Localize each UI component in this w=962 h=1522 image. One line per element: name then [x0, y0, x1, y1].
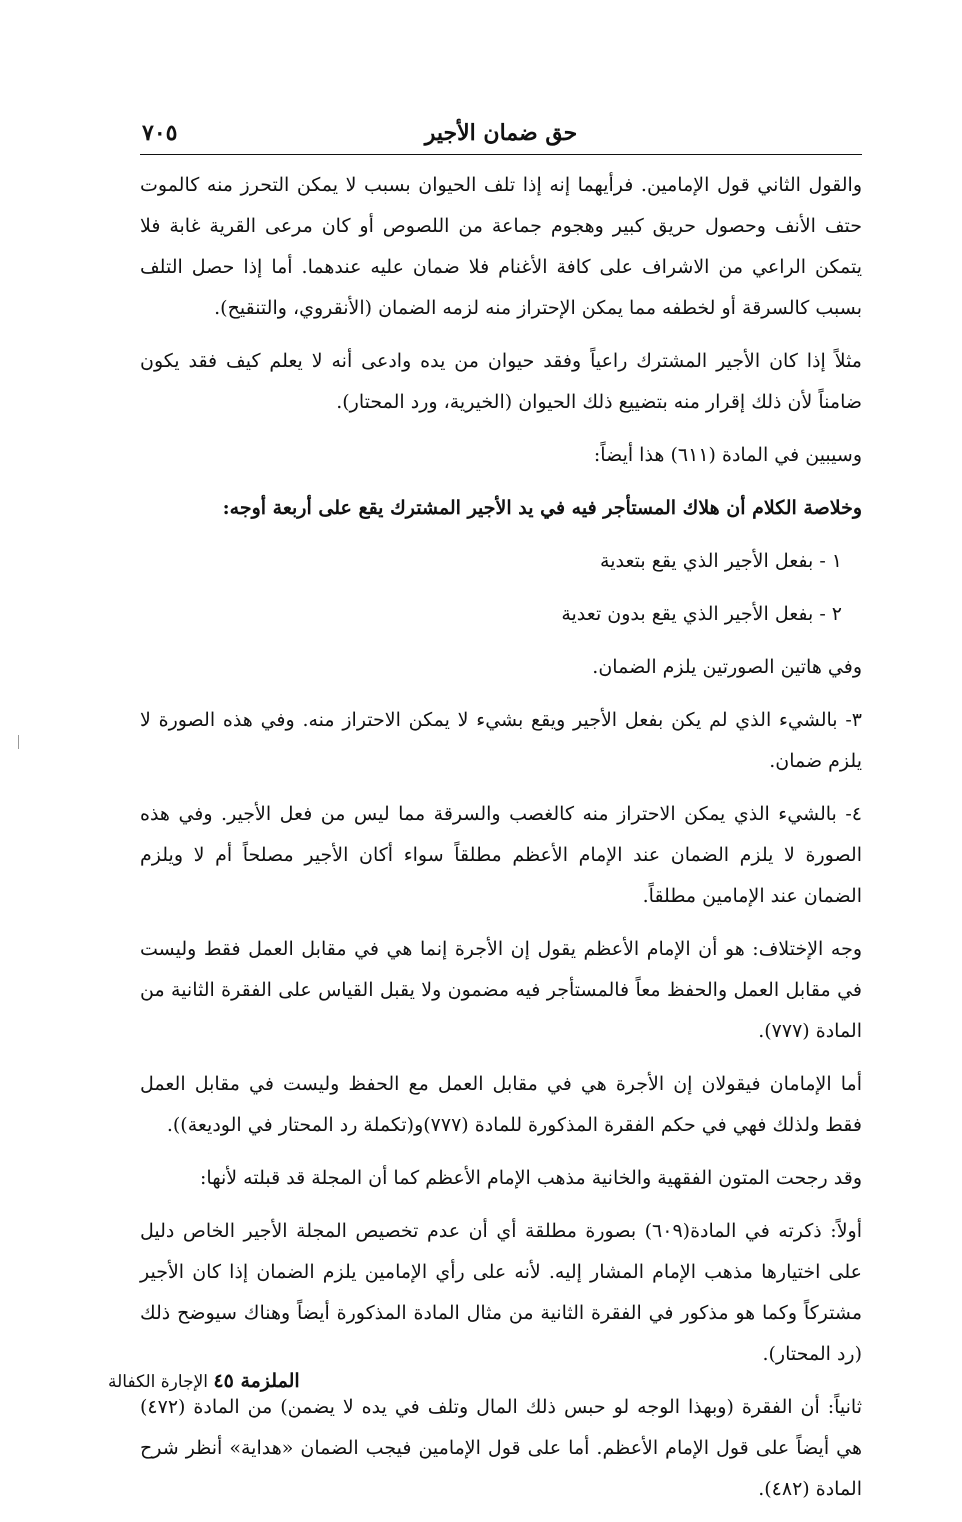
page-number: ٧٠٥ — [142, 120, 178, 146]
signature-label: الملزمة ٤٥ — [213, 1370, 300, 1392]
page-footer — [108, 1370, 300, 1392]
paragraph: أما الإمامان فيقولان إن الأجرة هي في مقابل العمل مع الحفظ وليست في مقابل العمل فقط ولذلك فهي في حكم الفقرة المذكورة للمادة (٧٧٧)و(تكملة رد المحتار في الوديعة)). — [140, 1073, 862, 1136]
paragraph: ٢ - بفعل الأجير الذي يقع بدون تعدية — [561, 603, 842, 625]
paragraph: وخلاصة الكلام أن هلاك المستأجر فيه في يد الأجير المشترك يقع على أربعة أوجه: — [222, 497, 862, 519]
running-title: حق ضمان الأجير — [424, 120, 578, 146]
paragraph: ثانياً: أن الفقرة (وبهذا الوجه لو حبس ذلك المال وتلف في يده لا يضمن) من المادة (٤٧٢) هي أيضاً على قول الإمام الأعظم. أما على قول الإمامين فيجب الضمان «هداية» أنظر شرح المادة (٤٨٢). — [140, 1396, 862, 1500]
paragraph: والقول الثاني قول الإمامين. فرأيهما إنه إذا تلف الحيوان بسبب لا يمكن التحرز منه كالموت حتف الأنف وحصول حريق كبير وهجوم جماعة من اللصوص أو كان مرعى القرية غابة فلا يتمكن الراعي من الاشراف على كافة الأغنام فلا ضمان عليه عندهما. أما إذا حصل التلف بسبب كالسرقة أو لخطفه مما يمكن الإحتراز منه لزمه الضمان (الأنقروي، والتنقيح). — [140, 174, 862, 319]
body-text — [140, 165, 862, 1522]
footer-text: الإجارة الكفالة — [108, 1372, 208, 1392]
paragraph: وجه الإختلاف: هو أن الإمام الأعظم يقول إن الأجرة إنما هي في مقابل العمل فقط وليست في مقابل العمل والحفظ معاً فالمستأجر فيه مضمون ولا يقبل القياس على الفقرة الثانية من المادة (٧٧٧). — [140, 938, 862, 1042]
page-header — [140, 120, 862, 155]
paragraph: مثلاً إذا كان الأجير المشترك راعياً وفقد حيوان من يده وادعى أنه لا يعلم كيف فقد يكون ضامناً لأن ذلك إقرار منه بتضييع ذلك الحيوان (الخيرية، ورد المحتار). — [140, 350, 862, 413]
paragraph: وفي هاتين الصورتين يلزم الضمان. — [592, 656, 862, 678]
margin-mark — [18, 735, 19, 749]
paragraph: أولاً: ذكرته في المادة(٦٠٩) بصورة مطلقة أي أن عدم تخصيص المجلة الأجير الخاص دليل على اختيارها مذهب الإمام المشار إليه. لأنه على رأي الإمامين يلزم الضمان إذا كان الأجير مشتركاً وكما هو مذكور في الفقرة الثانية من مثال المادة المذكورة أيضاً وهناك سيوضح ذلك (رد المحتار). — [140, 1220, 862, 1365]
paragraph: وقد رجحت المتون الفقهية والخانية مذهب الإمام الأعظم كما أن المجلة قد قبلته لأنها: — [200, 1167, 862, 1189]
paragraph: ٣- بالشيء الذي لم يكن بفعل الأجير ويقع بشيء لا يمكن الاحتراز منه. وفي هذه الصورة لا يلزم ضمان. — [140, 709, 862, 772]
paragraph: ٤- بالشيء الذي يمكن الاحتراز منه كالغصب والسرقة مما ليس من فعل الأجير. وفي هذه الصورة لا يلزم الضمان عند الإمام الأعظم مطلقاً سواء أكان الأجير مصلحاً أم لا ويلزم الضمان عند الإمامين مطلقاً. — [140, 803, 862, 907]
paragraph: وسيبين في المادة (٦١١) هذا أيضاً: — [593, 444, 862, 466]
paragraph: ١ - بفعل الأجير الذي يقع بتعدية — [600, 550, 842, 572]
